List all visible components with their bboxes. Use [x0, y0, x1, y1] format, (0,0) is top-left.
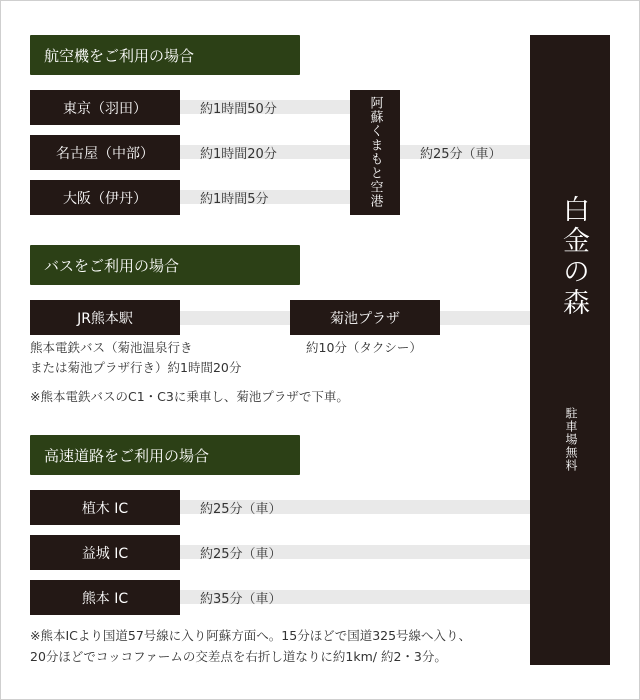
ic-box-ueki: 植木 IC	[30, 490, 180, 525]
origin-box-osaka: 大阪（伊丹）	[30, 180, 180, 215]
bus-line-text-2: または菊池プラザ行き）約1時間20分	[30, 360, 242, 375]
flight-time-nagoya: 約1時間20分	[200, 147, 277, 162]
flight-time-osaka: 約1時間5分	[200, 192, 269, 207]
drive-time-mashiki: 約25分（車）	[200, 547, 282, 562]
drive-time-kumamoto: 約35分（車）	[200, 592, 282, 607]
airport-name: 阿蘇くまもと空港	[367, 96, 383, 208]
bus-section-header: バスをご利用の場合	[30, 245, 300, 285]
flight-time-tokyo: 約1時間50分	[200, 102, 277, 117]
origin-box-tokyo: 東京（羽田）	[30, 90, 180, 125]
jr-kumamoto-station-box: JR熊本駅	[30, 300, 180, 335]
origin-box-nagoya: 名古屋（中部）	[30, 135, 180, 170]
highway-note-1: ※熊本ICより国道57号線に入り阿蘇方面へ。15分ほどで国道325号線へ入り、	[30, 628, 472, 643]
airport-box	[350, 90, 400, 215]
destination-panel	[530, 35, 610, 665]
taxi-time: 約10分（タクシー）	[306, 340, 422, 355]
highway-section-header: 高速道路をご利用の場合	[30, 435, 300, 475]
airport-to-dest-time: 約25分（車）	[420, 147, 502, 162]
destination-note: 駐車場無料	[564, 407, 578, 472]
destination-name: 白金の森	[558, 195, 589, 319]
kikuchi-plaza-box: 菊池プラザ	[290, 300, 440, 335]
ic-box-mashiki: 益城 IC	[30, 535, 180, 570]
drive-time-ueki: 約25分（車）	[200, 502, 282, 517]
airplane-section-header: 航空機をご利用の場合	[30, 35, 300, 75]
highway-note-2: 20分ほどでコッコファームの交差点を右折し道なりに約1km/ 約2・3分。	[30, 649, 447, 664]
taxi-bar	[440, 311, 530, 325]
bus-line-text-1: 熊本電鉄バス（菊池温泉行き	[30, 340, 193, 355]
bus-bar	[180, 311, 290, 325]
ic-box-kumamoto: 熊本 IC	[30, 580, 180, 615]
bus-note: ※熊本電鉄バスのC1・C3に乗車し、菊池プラザで下車。	[30, 389, 349, 404]
